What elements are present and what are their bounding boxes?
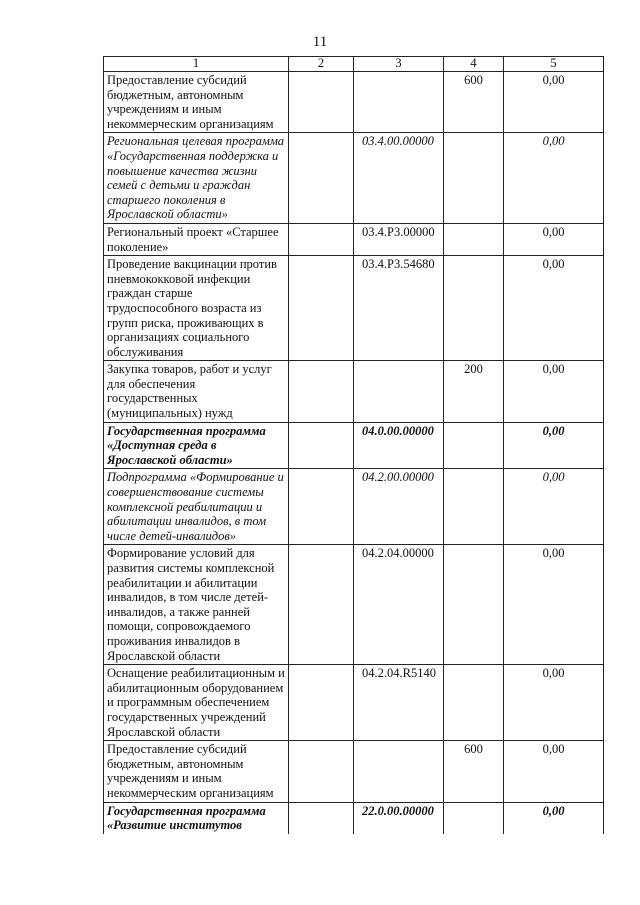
row-code: 03.4.P3.54680 (354, 256, 444, 361)
budget-table (103, 56, 604, 834)
row-name: Формирование условий для развития системы комплексной реабилитации и абилитации инвалидов, в том числе детей-инвалидов, а также ранней помощи, сопровождаемого проживания инвалидов в Ярославской области (104, 545, 289, 665)
row-code: 22.0.00.00000 (354, 802, 444, 834)
row-col2 (289, 741, 354, 802)
column-header-5: 5 (504, 57, 604, 72)
table-row (104, 72, 604, 133)
row-col2 (289, 72, 354, 133)
row-name: Государственная программа «Развитие институтов (104, 802, 289, 834)
row-type (444, 133, 504, 224)
table-row (104, 802, 604, 834)
row-code (354, 72, 444, 133)
row-code: 03.4.P3.00000 (354, 223, 444, 255)
row-amount: 0,00 (504, 361, 604, 422)
row-amount: 0,00 (504, 256, 604, 361)
row-type (444, 223, 504, 255)
column-header-2: 2 (289, 57, 354, 72)
row-amount: 0,00 (504, 469, 604, 545)
row-type (444, 469, 504, 545)
table-header-row (104, 57, 604, 72)
row-amount: 0,00 (504, 133, 604, 224)
table-row (104, 223, 604, 255)
row-name: Предоставление субсидий бюджетным, автономным учреждениям и иным некоммерческим организациям (104, 72, 289, 133)
row-amount: 0,00 (504, 741, 604, 802)
table-row (104, 361, 604, 422)
row-type (444, 802, 504, 834)
page-number: 11 (312, 34, 328, 50)
column-header-4: 4 (444, 57, 504, 72)
table-row (104, 469, 604, 545)
row-name: Подпрограмма «Формирование и совершенствование системы комплексной реабилитации и абилитации инвалидов, в том числе детей-инвалидов» (104, 469, 289, 545)
table-row (104, 665, 604, 741)
table-row (104, 545, 604, 665)
row-col2 (289, 133, 354, 224)
column-header-1: 1 (104, 57, 289, 72)
row-name: Оснащение реабилитационным и абилитационным оборудованием и программным обеспечением государственных учреждений Ярославской области (104, 665, 289, 741)
row-code (354, 741, 444, 802)
row-col2 (289, 665, 354, 741)
row-code: 03.4.00.00000 (354, 133, 444, 224)
row-name: Государственная программа «Доступная среда в Ярославской области» (104, 422, 289, 469)
row-col2 (289, 223, 354, 255)
row-name: Предоставление субсидий бюджетным, автономным учреждениям и иным некоммерческим организациям (104, 741, 289, 802)
table-row (104, 256, 604, 361)
row-type (444, 422, 504, 469)
row-col2 (289, 545, 354, 665)
row-amount: 0,00 (504, 545, 604, 665)
row-code: 04.2.04.R5140 (354, 665, 444, 741)
row-col2 (289, 469, 354, 545)
row-type: 600 (444, 741, 504, 802)
row-amount: 0,00 (504, 802, 604, 834)
table-row (104, 741, 604, 802)
table-row (104, 422, 604, 469)
row-col2 (289, 361, 354, 422)
row-col2 (289, 802, 354, 834)
row-name: Региональная целевая программа «Государственная поддержка и повышение качества жизни семей с детьми и граждан старшего поколения в Ярославской области» (104, 133, 289, 224)
row-name: Региональный проект «Старшее поколение» (104, 223, 289, 255)
row-type (444, 256, 504, 361)
row-amount: 0,00 (504, 223, 604, 255)
row-col2 (289, 422, 354, 469)
column-header-3: 3 (354, 57, 444, 72)
row-code (354, 361, 444, 422)
table-row (104, 133, 604, 224)
row-amount: 0,00 (504, 422, 604, 469)
row-type: 200 (444, 361, 504, 422)
row-code: 04.2.04.00000 (354, 545, 444, 665)
row-name: Закупка товаров, работ и услуг для обеспечения государственных (муниципальных) нужд (104, 361, 289, 422)
row-name: Проведение вакцинации против пневмококковой инфекции граждан старше трудоспособного возраста из групп риска, проживающих в организациях социального обслуживания (104, 256, 289, 361)
row-amount: 0,00 (504, 665, 604, 741)
row-code: 04.2.00.00000 (354, 469, 444, 545)
row-col2 (289, 256, 354, 361)
row-code: 04.0.00.00000 (354, 422, 444, 469)
row-type (444, 545, 504, 665)
row-type: 600 (444, 72, 504, 133)
row-amount: 0,00 (504, 72, 604, 133)
row-type (444, 665, 504, 741)
